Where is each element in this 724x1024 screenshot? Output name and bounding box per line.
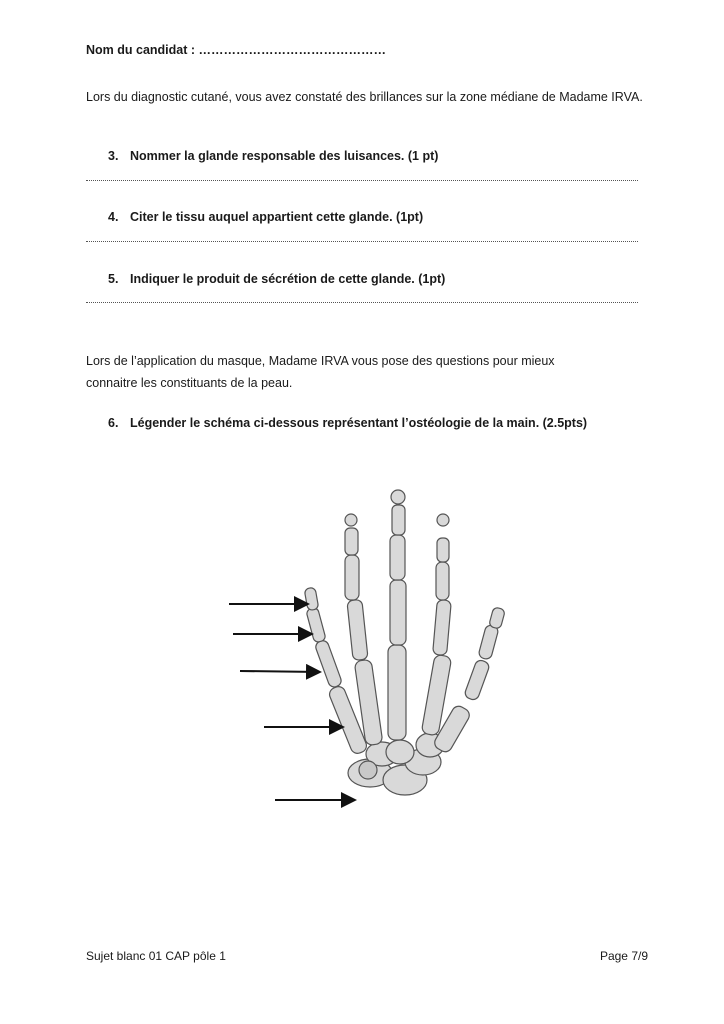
footer-subject: Sujet blanc 01 CAP pôle 1 <box>86 949 226 963</box>
index-finger-bones <box>421 514 452 736</box>
question-text: Légender le schéma ci-dessous représentant l’ostéologie de la main. (2.5pts) <box>130 416 588 430</box>
question-number: 5. <box>108 272 119 286</box>
footer-page-number: Page 7/9 <box>599 949 648 963</box>
question-text: Indiquer le produit de sécrétion de cette glande. (1pt) <box>130 272 446 286</box>
mask-intro-paragraph: Lors de l’application du masque, Madame IRVA vous pose des questions pour mieux connaitre les constituants de la peau. <box>86 354 555 390</box>
question-number: 3. <box>108 149 119 163</box>
question-5 <box>108 272 445 286</box>
question-number: 4. <box>108 210 119 224</box>
intro-paragraph: Lors du diagnostic cutané, vous avez constaté des brillances sur la zone médiane de Madame IRVA. <box>86 90 643 104</box>
answer-line-5[interactable] <box>86 302 638 303</box>
middle-finger-bones <box>388 490 406 740</box>
hand-skeleton-diagram <box>160 480 560 820</box>
arrow-3 <box>240 671 320 672</box>
question-3 <box>108 149 438 163</box>
answer-line-4[interactable] <box>86 241 638 242</box>
question-4 <box>108 210 423 224</box>
question-number: 6. <box>108 416 119 430</box>
candidate-name-field: Nom du candidat : ……………………………………… <box>86 43 386 57</box>
question-text: Citer le tissu auquel appartient cette glande. (1pt) <box>130 210 424 224</box>
question-text: Nommer la glande responsable des luisances. (1 pt) <box>130 149 439 163</box>
answer-line-3[interactable] <box>86 180 638 181</box>
question-6 <box>108 416 587 430</box>
